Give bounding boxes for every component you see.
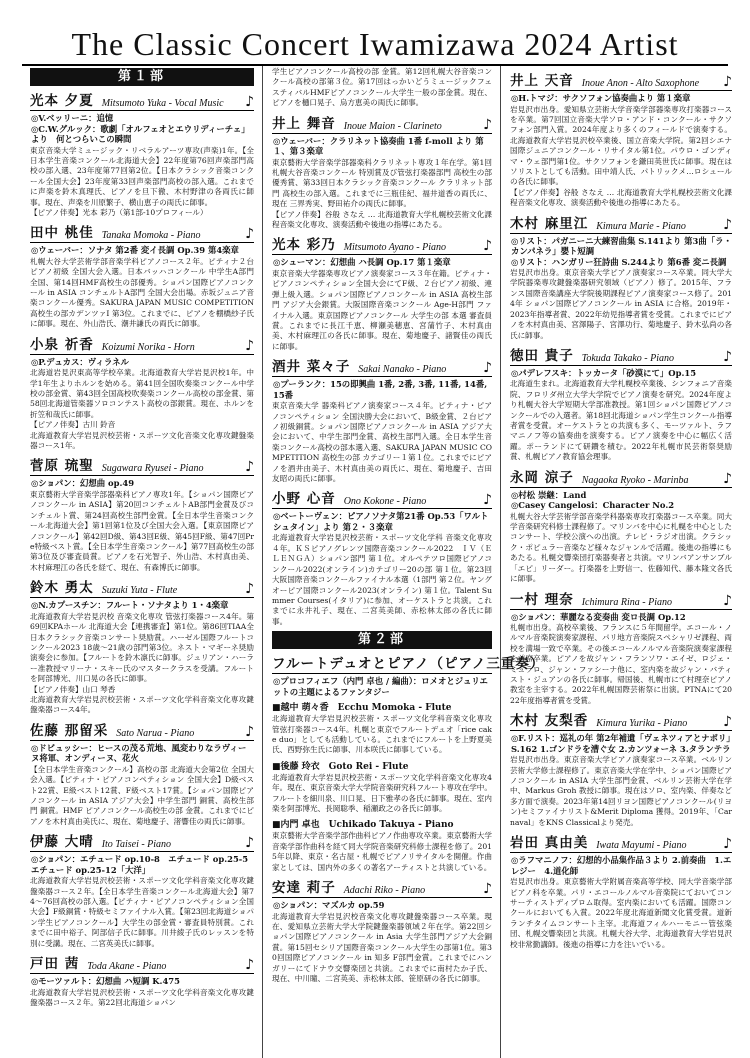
music-note-icon: ♪ [723, 836, 732, 853]
artist-name-jp: 菅原 琉聖 [30, 458, 94, 475]
biography: 北海道教育大学岩見沢校芸術・スポーツ文化学科 音楽文化専攻４年。ＫＳピアノグレンツ国際音楽コンクール2022 ＩＶ（ＥＬＥＮＧＡ）ショパン部門 第１位。オルペテツロ国際ピアノコンクール2022(オンライン)カテゴリー20の部 第１位。第23回大阪国際音楽コンクールファイナル本選（1部門 第２位。ヤングオーピア国際コンクール2023(オンライン) 第１位。Talent Summer Courses(イタリア)に参加、オーケストラと共演。これまでに永井礼子、現在、二宮英美師、赤松林太郎の各氏に師事。 [272, 533, 492, 626]
artist-name-en: Inoue Maion - Clarineto [343, 120, 442, 132]
music-note-icon: ♪ [723, 470, 732, 487]
music-note-icon: ♪ [723, 592, 732, 609]
artist-name-jp: 伊藤 大晴 [30, 834, 94, 851]
artist-name-group [272, 355, 483, 375]
artist-header [272, 876, 492, 898]
artist-name-en: Mitsumoto Yuka - Vocal Music [101, 98, 224, 109]
artist-name-jp: 井上 舞音 [272, 115, 336, 132]
artist-name-en: Sugawara Ryusei - Piano [101, 463, 204, 475]
artist-name-en: Suzuki Yuta - Flute [101, 585, 178, 597]
column-divider [500, 66, 501, 1058]
program: ◎ラフマニノフ：幻想的小品集作品３より 2.前奏曲 1.エレジー 4.道化師 [511, 855, 732, 876]
artist-name-en: Ichimura Rina - Piano [581, 596, 672, 608]
biography: 東京音楽大学ミュージック・リベラルアーツ専攻(声楽)1年。【全日本学生音楽コンクール北海道大会】22年度第76回声楽部門高校の部入選、23年度第77回第2位。【日本クラシック音楽コンクール全国大会】23年度第33回声楽部門高校の部入選。これまでに声楽を鈴木真理氏、ピアノを旦下徹、木村野津の各両氏に師事。現在、声楽を川原繁子、横山恵子の両氏に師事。 【ピアノ伴奏】光本 彩乃（第1部-10プロフィール） [30, 145, 254, 217]
biography: 学生ピアノコンクール高校の部 金賞。第12回札幌大谷音楽コンクール高校の部第３位。第17回はっかいどうミュージックフェスティバルHMFピアノコンクール大学生一般の部金賞。現在、ピアノを樋口晃子、烏方恵美の両氏に師事。 [272, 67, 492, 108]
music-note-icon: ♪ [483, 492, 492, 509]
artist-header [30, 719, 254, 741]
music-note-icon: ♪ [245, 835, 254, 852]
artist-name-group [30, 89, 245, 109]
artist-name-en: Mitsumoto Ayano - Piano [343, 242, 447, 254]
artist-header [510, 212, 732, 234]
biography: 北海道生まれ。北海道教育大学札幌校卒業後、シンフォニア音楽院、フロリダ州立大学大学院でピアノ演奏を研究。2024年度より札幌大谷大学短期大学部准教授。第1回ショパン国際ピアノコンクールでの入選者。第18回北海道ショパン学生コンクール指導者賞を受賞。オーケストラとの共演も多く、モーツァルト、ラフマニノフ等の協奏曲を演奏する。ピアノ演奏を中心に幅広く活躍。ポーランドにて研鑽を積む。2022年札幌市民芸術祭奨励賞、札幌ピアノ教育協会理事。 [510, 379, 732, 462]
artist-name-en: Ito Taisei - Piano [101, 839, 172, 851]
biography: 東京藝術大学音楽学部作曲科ピアノ作曲専攻卒業。東京藝術大学音楽学部作曲科を経て同大学院音楽研究科修士課程を修了。2015年以降、東京・名古屋・札幌でピアノリサイタルを開催。作曲家としては、国内外の多くの著名アーティストと共演している。 [272, 831, 492, 872]
music-note-icon: ♪ [483, 238, 492, 255]
artist-name-jp: 木村 友梨香 [510, 713, 589, 730]
biography: 岩見沢市出身。東京音楽大学ピアノ演奏家コース卒業。ベルリン芸術大学修士課程修了。東京音楽大学在学中、ショパン国際ピアノコンクール in ASIA 大学生部門金賞、ベルリン芸術大学在学中、Markus Groh 教授に師事。現在はソロ、室内楽、伴奏など多方面で演奏。2023年第14回リヨン国際ピアノコンクール(リヨン)セミファイナリスト&Merit Diploma 獲得。2019年、「Carnaval」をKNS Classicalより発売。 [510, 755, 732, 827]
program: ◎パデレフスキ：トッカータ「砂漠にて」Op.15 [511, 367, 697, 378]
artist-header [510, 466, 732, 488]
program: ◎ベートーヴェン：ピアノソナタ第21番 Op.53「ワルトシュタイン」より 第２・３楽章 [273, 511, 489, 532]
artist-name-jp: 岩田 真由美 [510, 835, 589, 852]
artist-name-jp: 佐藤 那留采 [30, 722, 109, 739]
biography: 東京藝術大学音楽学部器楽科クラリネット専攻１年在学。第1回 札幌大谷音楽コンクール 特別賞及び管弦打楽器部門 高校生の部 優秀賞、第33回日本クラシック音楽コンクール クラリネット部門 高校生の部入選。これまでに三瓶佳紀、福井道香の両氏に、現在 三界秀実、野田祐介の両氏に師事。 【ピアノ伴奏】谷般 さなえ … 北海道教育大学札幌校芸術文化課程音楽文化専攻、演奏活動や後進の指導にあたる。 [272, 157, 492, 230]
artist-header [272, 652, 545, 674]
artist-name-en: Koizumi Norika - Horn [101, 341, 195, 353]
program: ◎ドビュッシー：ヒースの茂る荒地、風変わりなラヴィーヌ将軍、オンディーヌ、花火 [31, 742, 247, 764]
artist-name-en: Sakai Nanako - Piano [358, 364, 447, 376]
artist-name-group [272, 112, 483, 132]
biography: 札幌市出身。高校卒業後、フランスに５年間留学。エコール・ノルマル音楽院演奏家課程、パリ地方音楽院スペシャリゼ課程、両校を満場一致で卒業。その後エコールノルマル音楽院演奏家課程を首席卒業。ピアノを故ジャン・フランソワ・エイゼ、ロジェ・ミュラロ、ジャン・ファシーナ他に、室内楽を故ジャン・バティスト・ジュアンの各氏に師事。帰国後、札幌市にて村理奈ピアノ教室を主宰する。2022年札幌国際芸術祭に出演。PTNAにて2022年度指導者賞を受賞。 [510, 623, 732, 705]
page-title: The Classic Concert Iwamizawa 2024 Artist [71, 26, 679, 62]
program: ◎プーランク：15の即興曲 1番, 2番, 3番, 11番, 14番, 15番 [273, 379, 488, 400]
program: ◎N.カプースチン：フルート・ソナタより 1・4楽章 [31, 600, 229, 611]
artist-name-en: Adachi Riko - Piano [343, 885, 426, 896]
music-note-icon: ♪ [723, 216, 732, 233]
trio-body [272, 676, 492, 873]
program: ◎ショパン：マズルカ op.59 [273, 900, 385, 910]
biography: 東京藝術大学音楽学部器楽科ピアノ専攻1年。【ショパン国際ピアノコンクール in ASIA】第20回コンチェルトAB部門金賞及びコンチェルト賞、第24回高校生部門金賞。【全日本学生音楽コンクール北海道大会】第1回第1位及び全国大会入選。【東京国際ピアノコンクール】第42回D級、第43回E級、第45回F級、第47回Pre特級ベスト賞。【全日本学生音楽コンクール】第77回高校生の部第3位及び審査員賞。ピアノを石光智子、外山浩、木村真由美、木村麻理江の各氏を経て、現在、有森博氏に師事。 [30, 489, 254, 572]
music-note-icon: ♪ [245, 723, 254, 740]
artist-name-jp: 小野 心音 [272, 491, 336, 508]
program: ◎P.デュカス：ヴィラネル [31, 356, 129, 367]
artist-name-jp: 光本 彩乃 [272, 237, 336, 254]
artist-name-jp: 永岡 涼子 [510, 469, 574, 486]
artist-name-group [30, 830, 245, 850]
music-note-icon: ♪ [245, 226, 254, 243]
artist-header [30, 576, 254, 598]
biography: 岩見沢市出身。愛知県立芸術大学音楽学部器楽専攻打楽器コースを卒業。第7回国立音楽大学ソロ・アンド・コンクール・サクソフォン部門入賞。2024年度より多くのフィールドで演奏する。北海道教育大学岩見沢校卒業後、国立音楽大学院。第2回シエナ国際ジュニアコンクール・リサイタル第1位。パウロ・ゴンディマ・ウェ部門第1位。サクソフォンを鎌田英世氏に師事。現在はソリストとしても活動。田中靖人氏、パトリックメ…ロシュールの各氏に師事。 【ピアノ伴奏】谷般 さなえ … 北海道教育大学札幌校芸術文化課程音楽文化専攻、演奏活動や後進の指導にあたる。 [510, 104, 732, 208]
music-note-icon: ♪ [483, 881, 492, 897]
artist-header [272, 355, 492, 377]
artist-header [510, 709, 732, 731]
artist-name-group [30, 454, 245, 474]
biography: 岩見沢市出身。東京藝術大学附属音楽高等学校、同大学音楽学部ピアノ科を卒業。パリ・エコールノルマル音楽院にておいてコンサーティストディプロム取得。室内楽においても活躍。国際コンクールにおいても入賞。2022年度北海道新聞文化賞受賞。道新ランチタイムコンサート主宰。北海道フィルハーモニー管弦楽団、札幌交響楽団と共演。札幌大谷大学、北海道教育大学岩見沢校非常勤講師。後進の指導に力を注いでいる。 [510, 877, 732, 949]
column-3 [510, 66, 732, 1056]
biography: 北海道教育大学岩見沢校芸術・スポーツ文化学科音楽文化専攻鍵盤楽器コース２年。【全日本学生音楽コンクール北海道大会】第74〜76回高校の部入選。【ピティナ・ピアノコンペティション全国大会】F級銅賞・特級セミファイナル入賞。【第23回北海道ショパン学生ピアノコンクール】大学生の部金賞・審査員特別賞。これまでに田中裕子、阿部信子氏に師事。川井綾子氏のレッスンを特別に受講。現在、二宮英美氏に師事。 [30, 876, 254, 948]
artist-name-en: Toda Akane - Piano [87, 961, 167, 973]
artist-name-group [30, 719, 245, 739]
artist-name-group [30, 952, 245, 972]
artist-name-jp: 安達 莉子 [272, 880, 336, 896]
artist-name-en: Kimura Yurika - Piano [596, 718, 688, 730]
artist-name-group [510, 212, 723, 232]
artist-name-jp: 田中 桃佳 [30, 225, 94, 242]
artist-header [30, 830, 254, 852]
performer-heading: ■越中 萌々香 Ecchu Momoka - Flute [272, 703, 452, 714]
program: ◎ショパン：幻想曲 op.49 [31, 478, 135, 489]
artist-name-en: Tanaka Momoka - Piano [101, 230, 201, 242]
artist-name-jp: 小泉 祈香 [30, 336, 94, 353]
artist-name-jp: 戸田 茜 [30, 956, 80, 973]
music-note-icon: ♪ [245, 337, 254, 354]
biography: 札幌大谷大学芸術学部音楽学科器楽専攻打楽器コース卒業。同大学音楽研究科修士課程修了。マリンバを中心に札幌を中心としたコンサート、学校公演への出演。テレビ・ラジオ出演。クラシック・ポピュラー音楽など様々なジャンルで活躍。後進の指導にもあたる。札幌交響楽団打楽器奏者と共演。マリンバアンサンブル「エピ」リーダー。打楽器を上野信一、佐藤知代、藤本隆文各氏に師事。 [510, 511, 732, 584]
music-note-icon: ♪ [723, 74, 732, 90]
artist-header [510, 344, 732, 366]
artist-header [510, 831, 732, 853]
artist-header [30, 221, 254, 243]
artist-name-group [30, 221, 245, 241]
artist-name-group [30, 333, 245, 353]
artist-name-jp: 鈴木 勇太 [30, 580, 94, 597]
column-1 [30, 66, 257, 1056]
artist-name-group [510, 831, 723, 851]
artist-name-group [30, 576, 245, 596]
biography: 東京音楽大学 器楽科ピアノ演奏家コース４年。ピティナ・ピアノコンペティション 全国決勝大会において、B級金賞、２台ピアノ初級銅賞。ショパン国際ピアノコンクール in ASIA アジア大会において、中学生部門金賞、高校生部門入選。全日本学生音楽コンクール高校の部本選入選、SAKURA JAPAN MUSIC COMPETITION 高校生の部 カテゴリー１第１位。これまでにピアノを酒井由美子、木村真由美の両氏に、現在、菊地慶子、吉田友昭の両氏に師事。 [272, 401, 492, 484]
artist-name-group [510, 709, 723, 729]
program: ◎ショパン：エチュード op.10-8 エチュード op.25-5 エチュード op.25-12「大洋」 [31, 854, 257, 875]
artist-name-group [510, 466, 723, 486]
artist-header [30, 89, 254, 111]
biography: 札幌大谷大学芸術学部音楽学科ピアノコース２年。ピティナ２台ピアノ初級 全国大会入選。日本バッハコンクール 中学生A部門 全国、第14回HMF高校生の部優秀。ショパン国際ピアノコンクール in ASIA コンチェルトA部門 全国大会出場。赤坂ジュニア音楽コンクール優秀。SAKURA JAPAN MUSIC COMPETITION 高校生の部カデンツァI 第3位。これまでに、ピアノを棚橋紗子氏に師事。現在、外山浩氏、潮井謙氏の両氏に師事。 [30, 256, 254, 329]
artist-name-jp: 木村 麻里江 [510, 215, 589, 232]
artist-header [272, 112, 492, 134]
artist-name-group [510, 344, 723, 364]
program: ◎V.ベッリーニ：追憶 ◎C.W.グルック：歌劇「オルフェオとエウリディーチェ」より 何とつらいこの瞬間 [31, 113, 250, 144]
program: ◎リスト：パガニーニ大練習曲集 S.141より 第3曲「ラ・カンパネラ」嬰ト短調 ◎リスト：ハンガリー狂詩曲 S.244より 第6番 変ニ長調 [511, 235, 732, 267]
artist-name-group [510, 588, 723, 608]
artist-header [30, 454, 254, 476]
part-2-header: 第２部 [272, 631, 492, 649]
music-note-icon: ♪ [483, 116, 492, 133]
program: ◎プロコフィエフ（内門 卓也 / 編曲）：ロメオとジュリエットの主題によるファンタジー [273, 676, 488, 697]
music-note-icon: ♪ [245, 94, 254, 110]
part-2-subtitle: フルートデュオとピアノ（ピアノ三重奏） [272, 656, 545, 673]
biography: 北海道教育大学岩見沢校芸術・スポーツ文化学科音楽文化専攻 管弦打楽器コース4年。札幌と東京でフルートデュオ「rice cake duo」としても活動している。これまでにフルートを上野夏美氏、西野弥生氏に師事、川本咲氏に師事している。 [272, 714, 492, 755]
artist-name-jp: 酒井 菜々子 [272, 359, 351, 376]
music-note-icon: ♪ [483, 360, 492, 377]
performer-heading: ■後藤 玲衣 Goto Rei - Flute [272, 761, 409, 772]
biography: 北海道岩見沢東高等学校卒業。北海道教育大学岩見沢校1年。中学1年生よりホルンを始める。第41回全国吹奏楽コンクール中学校の部金賞、第43回全国高校吹奏楽コンクール高校の部金賞、第58回北海道管楽器ソロコンテスト高校の部銀賞。現在、ホルンを折笠和哉氏に師事。 【ピアノ伴奏】古川 鈴音 北海道教育大学岩見沢校芸術・スポーツ文化音楽文化専攻鍵盤楽器コース1年。 [30, 368, 254, 451]
program: ◎シューマン：幻想曲 ハ長調 Op.17 第１楽章 [273, 257, 451, 268]
program: ◎ウェーバー：クラリネット協奏曲 1番 f-moll より 第１、第３楽章 [273, 135, 484, 157]
artist-name-en: Nagaoka Ryoko - Marinba [581, 474, 689, 486]
biography: 北海道教育大学岩見沢校芸術・スポーツ文化学科音楽文化専攻鍵盤楽器コース２年。第22回北海道ショパン [30, 987, 254, 1007]
artist-header [272, 233, 492, 255]
artist-name-en: Iwata Mayumi - Piano [596, 840, 687, 852]
music-note-icon: ♪ [723, 714, 732, 731]
program: ◎村松 崇継：Land ◎Casey Cangelosi：Character No.2 [511, 489, 675, 511]
artist-name-jp: 徳田 貴子 [510, 347, 574, 364]
artist-name-en: Sato Narua - Piano [116, 727, 195, 739]
artist-name-en: Kimura Marie - Piano [596, 220, 686, 232]
artist-name-jp: 光本 夕夏 [30, 93, 94, 109]
artist-name-en: Tokuda Takako - Piano [581, 352, 675, 364]
artist-name-en: Inoue Anon - Alto Saxophone [581, 78, 700, 89]
program: ◎ウェーバー：ソナタ 第2番 変イ長調 Op.39 第4楽章 [31, 245, 239, 256]
artist-header [30, 333, 254, 355]
biography: 東京音楽大学器楽専攻ピアノ演奏家コース３年在籍。ピティナ・ピアノコンペティション全国大会にてF級、２台ピアノ初級、連弾上級入選。ショパン国際ピアノコンクール in ASIA 高校生部門 アジア大会銀賞。大阪国際音楽コンクール Age-H部門 ファイナル入選。東京国際ピアノコンクール 大学生の部 本選 審査員賞。これまでに長江千恵、柳瀬美穂恵、宮蒲竹子、木村真由美、木村麻理江の各氏に師事。現在、菊地慶子、諸賢佳の両氏に師事。 [272, 268, 492, 351]
artist-header [30, 952, 254, 974]
artist-header [510, 588, 732, 610]
column-2-tail [272, 876, 492, 984]
music-note-icon: ♪ [245, 581, 254, 598]
biography: 北海道教育大学岩見沢校 音楽文化専攻 管弦打楽器コース4年。第69回KPAホール 北海道大会【連携審査】第1位。第86回TIAA全日本クラシック音楽コンサート奨励賞。ハーゼル国際フルートコンクール2023 18歳〜21歳の部門第3位。ネスト・マギーネ奨励演奏会に参加。【フルートを鈴木凛氏に師事。ジュリアン・ハーラー准教授マリーナ・スキー氏のマスタークラスを受講。フルートを阿部博光、川口晃の各氏に師事。 【ピアノ伴奏】山口 琴香 北海道教育大学岩見沢校芸術・スポーツ文化学科音楽文化専攻鍵盤楽器コース4年。 [30, 611, 254, 715]
artist-header [510, 69, 732, 91]
music-note-icon: ♪ [245, 459, 254, 476]
artist-name-group [272, 876, 483, 896]
program: ◎H.トマジ：サクソフォン協奏曲より 第１楽章 [511, 93, 691, 103]
biography: 北海道教育大学岩見沢校芸術・スポーツ文化学科音楽文化専攻4年。現在、東京音楽大学大学院音楽研究科フルート専攻在学中。フルートを細川泉、川口晃、日下雅孝の各氏に師事。現在、室内楽を阿部博光、長岡聡季、稲瀬政之の各氏に師事。 [272, 772, 492, 813]
biography: 【全日本学生音楽コンクール】高校の部 北海道大会第2位 全国大会入選。【ピティナ・ピアノコンペティション 全国大会】D級ベスト22賞、E級ベスト12賞、F級ベスト17賞。【ショパン国際ピアノコンクール in ASIA アジア大会】中学生部門 銅賞、高校生部門 銅賞。HMF ピアノコンクール高校生の部 金賞。これまでにピアノを木村真由美氏に、現在、菊地慶子、渚響佳の両氏に師事。 [30, 764, 254, 826]
music-note-icon: ♪ [723, 348, 732, 365]
program: ◎モーツァルト：幻想曲 ハ短調 K.475 [31, 976, 180, 987]
column-2-body [272, 67, 492, 627]
column-divider [262, 66, 263, 1058]
biography: 岩見沢市出身。東京音楽大学ピアノ演奏家コース卒業。同大学大学院器楽専攻鍵盤楽器研究領域（ピアノ）修了。2015年、フランス国際音楽講座大学院後期課程ピアノ演奏家コース修了。2014年 ショパン国際ピアノコンクール in ASIA に合格。2019年・2023年指導者賞、2022年幼児指導者賞を受賞。これまでにピアノを木村真由美、宮澤陽子、宮澤功行、菊地慶子、鈴木弘尚の各氏に師事。 [510, 268, 732, 340]
artist-name-jp: 一村 理奈 [510, 591, 574, 608]
artist-name-group [272, 233, 483, 253]
biography: 北海道教育大学岩見沢校音楽文化専攻鍵盤楽器コース卒業。現在、愛知県立芸術大学大学院鍵盤楽器領域２年在学。第22回ショパン国際ピアノコンクール in Asia 大学生部門アジア大会銅賞。第15回セシリア国際音楽コンクール大学生の部第1位。第30回国際ピアノコンクール in 知多 F部門金賞。これまでにハンガリーにてドナウ交響楽団と共演。これまでに南村たか子氏、現在、中川瞳、二宮英美、赤松林太郎、笹原研の各氏に師事。 [272, 911, 492, 983]
column-3-body [510, 69, 732, 950]
artist-name-group [272, 487, 483, 507]
column-1-body [30, 89, 257, 1008]
program: ◎F.リスト：巡礼の年 第2年補遺「ヴェネツィアとナポリ」S.162 1.ゴンドラを漕ぐ女 2.カンツォーネ 3.タランテラ [511, 733, 731, 754]
artist-header [272, 487, 492, 509]
part-1-header: 第１部 [30, 68, 254, 86]
artist-name-group [510, 69, 723, 89]
artist-name-en: Ono Kokone - Piano [343, 496, 427, 508]
music-note-icon: ♪ [245, 957, 254, 974]
artist-name-jp: 井上 天音 [510, 73, 574, 89]
performer-heading: ■内門 卓也 Uchikado Takuya - Piano [272, 820, 454, 831]
program: ◎ショパン：華麗なる変奏曲 変ロ長調 Op.12 [511, 611, 686, 622]
